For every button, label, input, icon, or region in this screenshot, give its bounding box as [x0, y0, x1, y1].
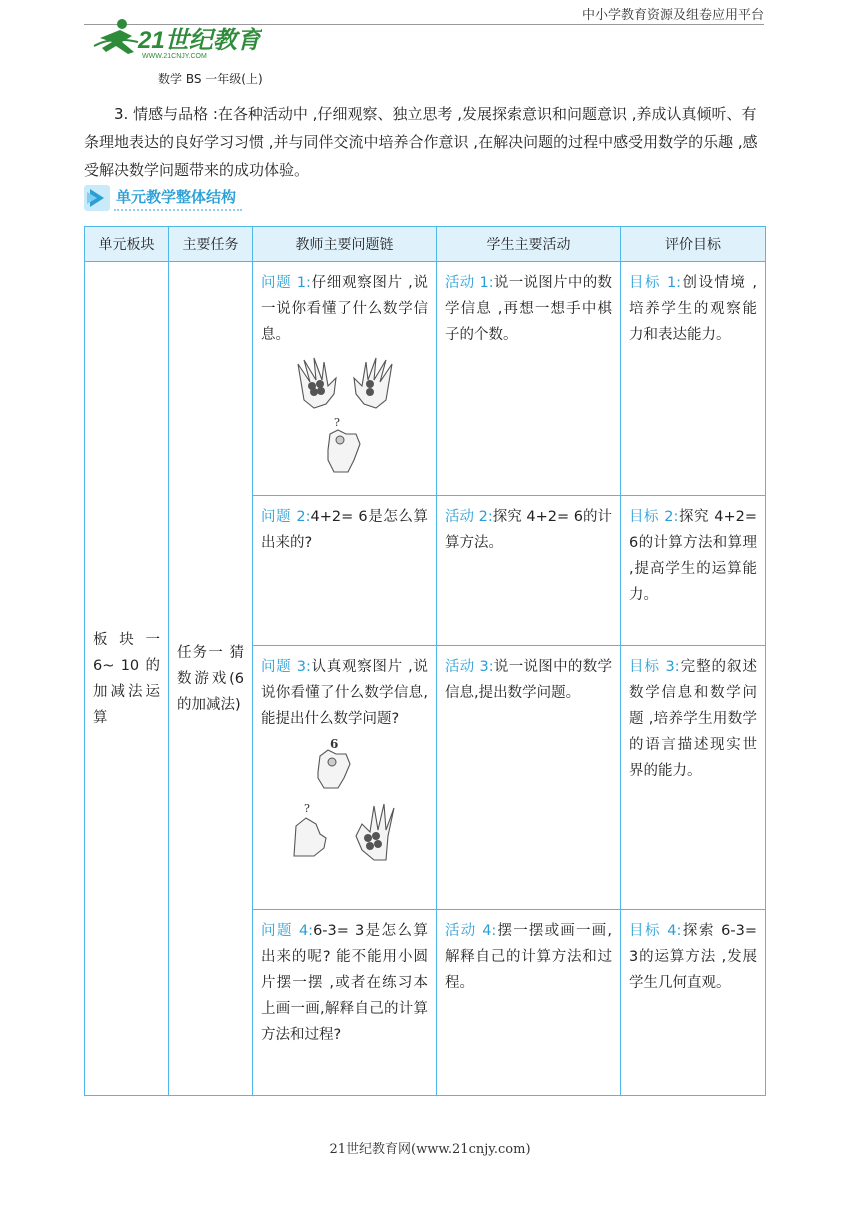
activity-lead: 活动 3:: [445, 659, 494, 675]
logo: [92, 16, 262, 60]
question-lead: 问题 3:: [261, 659, 311, 675]
hand-number: 6: [329, 738, 338, 751]
question-text: 6-3= 3是怎么算出来的呢? 能不能用小圆片摆一摆 ,或者在练习本上画一画,解释自己的计算方法和过程?: [261, 923, 428, 1043]
logo-text: 21世纪教育: [138, 27, 261, 54]
structure-table: [84, 226, 766, 1096]
question-mark: ?: [303, 802, 310, 815]
activity-lead: 活动 4:: [445, 923, 497, 939]
table-header-row: [85, 227, 766, 262]
subject-line: 数学 BS 一年级(上): [158, 72, 263, 86]
footer: 21世纪教育网(www.21cnjy.com): [329, 1142, 531, 1157]
question-lead: 问题 1:: [261, 275, 311, 291]
play-triangle-icon: [84, 185, 110, 211]
question-mark: ?: [333, 416, 340, 429]
activity-lead: 活动 1:: [445, 275, 494, 291]
goal-text: 探究 4+2= 6的计算方法和算理 ,提高学生的运算能力。: [629, 509, 757, 603]
activity-text: 说一说图片中的数学信息 ,再想一想手中棋子的个数。: [445, 275, 612, 343]
question-lead: 问题 4:: [261, 923, 314, 939]
goal-cell: [621, 646, 766, 910]
question-cell: [253, 646, 437, 910]
goal-cell: [621, 496, 766, 646]
question-cell: [253, 496, 437, 646]
header-task: 主要任务: [169, 227, 253, 262]
activity-cell: [437, 910, 621, 1096]
goal-lead: 目标 4:: [629, 923, 682, 939]
section-title: 单元教学整体结构: [114, 186, 242, 211]
hands-illustration-1: [290, 354, 400, 476]
goal-text: 完整的叙述数学信息和数学问题 ,培养学生用数学的语言描述现实世界的能力。: [629, 659, 757, 779]
question-cell: [253, 262, 437, 496]
intro-paragraph: 3. 情感与品格 :在各种活动中 ,仔细观察、独立思考 ,发展探索意识和问题意识 ,养成认真倾听、有条理地表达的良好学习习惯 ,并与同伴交流中培养合作意识 ,在解决问题的过程中感受用数学的乐趣 ,感受解决数学问题带来的成功体验。: [84, 105, 758, 179]
goal-cell: [621, 910, 766, 1096]
task-text: 任务一 猜数游戏(6 的加减法): [177, 644, 244, 713]
activity-cell: [437, 262, 621, 496]
header-unit: 单元板块: [85, 227, 169, 262]
goal-lead: 目标 3:: [629, 659, 680, 675]
goal-lead: 目标 1:: [629, 275, 682, 291]
goal-lead: 目标 2:: [629, 509, 679, 525]
logo-subtext: WWW.21CNJY.COM: [142, 53, 207, 60]
task-cell: [169, 262, 253, 1096]
question-lead: 问题 2:: [261, 509, 311, 525]
question-text: 4+2= 6是怎么算出来的?: [261, 509, 428, 551]
activity-text: 说一说图中的数学信息,提出数学问题。: [445, 659, 612, 701]
activity-lead: 活动 2:: [445, 509, 493, 525]
goal-text: 创设情境 ,培养学生的观察能力和表达能力。: [629, 275, 757, 343]
section-heading: [84, 185, 242, 211]
unit-text: 板块一 6~ 10 的加减法运算: [93, 631, 160, 726]
header-goals: 评价目标: [621, 227, 766, 262]
table-row: [85, 262, 766, 496]
question-cell: [253, 910, 437, 1096]
goal-cell: [621, 262, 766, 496]
hands-illustration-2: [290, 738, 400, 862]
unit-cell: [85, 262, 169, 1096]
activity-text: 摆一摆或画一画,解释自己的计算方法和过程。: [445, 923, 612, 991]
goal-text: 探索 6-3= 3的运算方法 ,发展学生几何直观。: [629, 923, 757, 991]
activity-cell: [437, 646, 621, 910]
question-text: 认真观察图片 ,说说你看懂了什么数学信息,能提出什么数学问题?: [261, 659, 428, 727]
activity-cell: [437, 496, 621, 646]
header-activities: 学生主要活动: [437, 227, 621, 262]
question-text: 仔细观察图片 ,说一说你看懂了什么数学信息。: [261, 275, 428, 343]
runner-icon: [94, 19, 138, 54]
header-questions: 教师主要问题链: [253, 227, 437, 262]
platform-name: 中小学教育资源及组卷应用平台: [581, 8, 764, 23]
activity-text: 探究 4+2= 6的计算方法。: [445, 509, 612, 551]
